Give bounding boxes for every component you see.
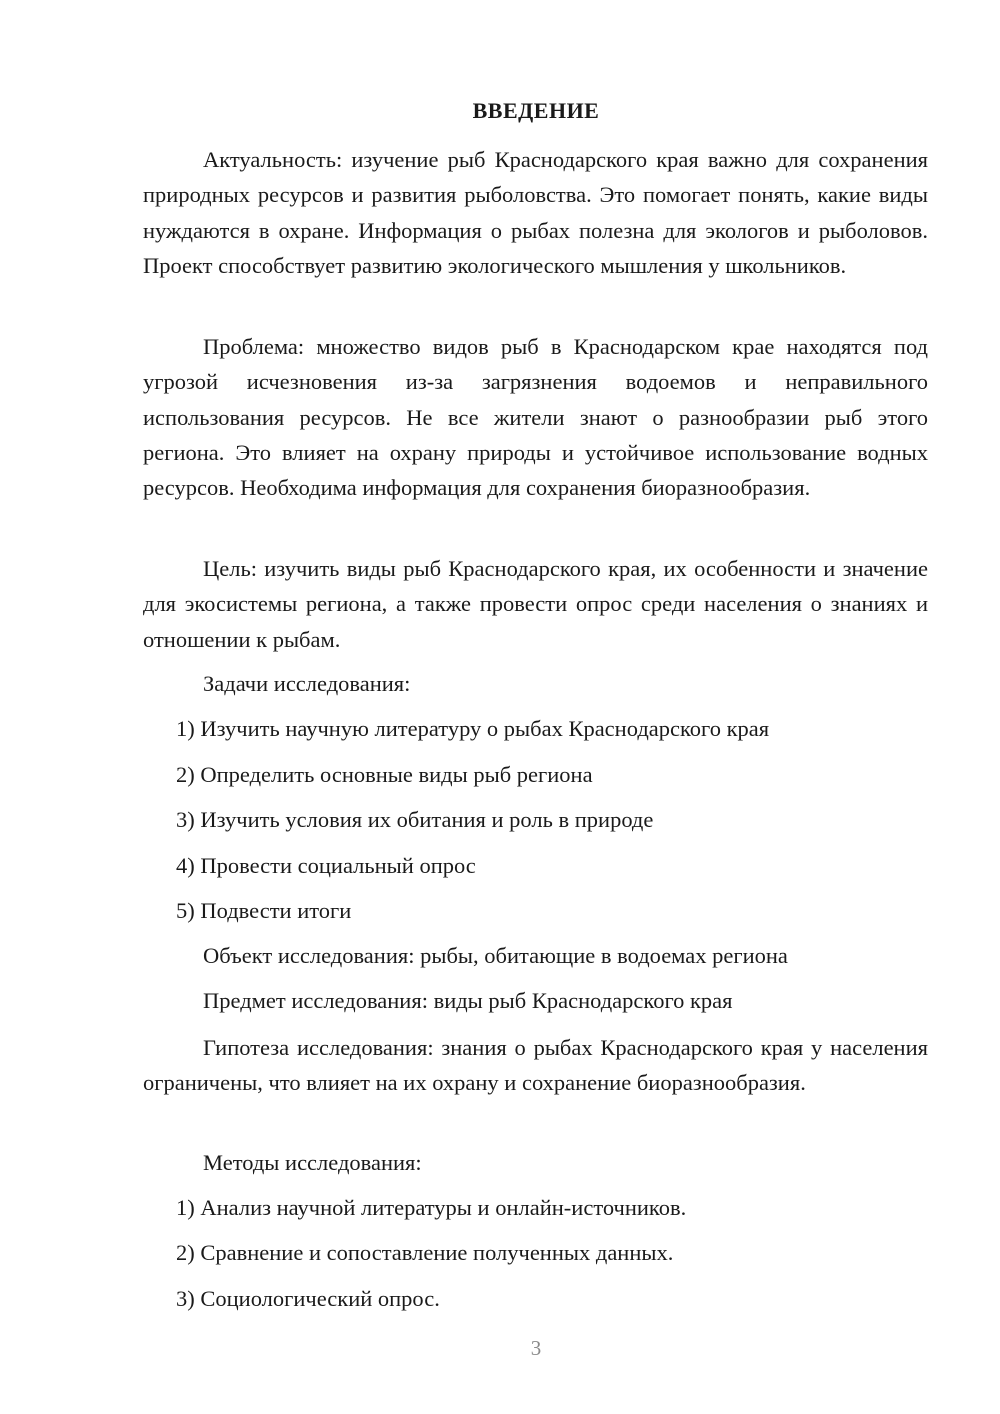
problem-paragraph: Проблема: множество видов рыб в Краснодарском крае находятся под угрозой исчезновения из-за загрязнения водоемов и неправильного использования ресурсов. Не все жители знают о разнообразии рыб этого региона. Это влияет на охрану природы и устойчивое использование водных ресурсов. Необходима информация для сохранения биоразнообразия. <box>143 334 928 501</box>
method-item: 2) Сравнение и сопоставление полученных данных. <box>176 1240 674 1265</box>
methods-heading: Методы исследования: <box>203 1150 422 1175</box>
task-item: 1) Изучить научную литературу о рыбах Краснодарского края <box>176 716 770 741</box>
tasks-heading: Задачи исследования: <box>203 671 411 696</box>
method-item: 1) Анализ научной литературы и онлайн-источников. <box>176 1195 687 1220</box>
page-number: 3 <box>530 1336 542 1360</box>
relevance-paragraph: Актуальность: изучение рыб Краснодарского края важно для сохранения природных ресурсов и развития рыболовства. Это помогает понять, какие виды нуждаются в охране. Информация о рыбах полезна для экологов и рыболовов. Проект способствует развитию экологического мышления у школьников. <box>143 147 928 278</box>
task-item: 2) Определить основные виды рыб региона <box>176 762 593 787</box>
page-title: ВВЕДЕНИЕ <box>472 98 600 123</box>
task-item: 3) Изучить условия их обитания и роль в природе <box>176 807 654 832</box>
task-item: 4) Провести социальный опрос <box>176 853 476 878</box>
subject-line: Предмет исследования: виды рыб Краснодарского края <box>203 988 733 1013</box>
method-item: 3) Социологический опрос. <box>176 1286 440 1311</box>
object-line: Объект исследования: рыбы, обитающие в водоемах региона <box>203 943 788 968</box>
goal-paragraph: Цель: изучить виды рыб Краснодарского края, их особенности и значение для экосистемы региона, а также провести опрос среди населения о знаниях и отношении к рыбам. <box>143 556 928 652</box>
hypothesis-paragraph: Гипотеза исследования: знания о рыбах Краснодарского края у населения ограничены, что влияет на их охрану и сохранение биоразнообразия. <box>143 1035 928 1096</box>
task-item: 5) Подвести итоги <box>176 898 352 923</box>
